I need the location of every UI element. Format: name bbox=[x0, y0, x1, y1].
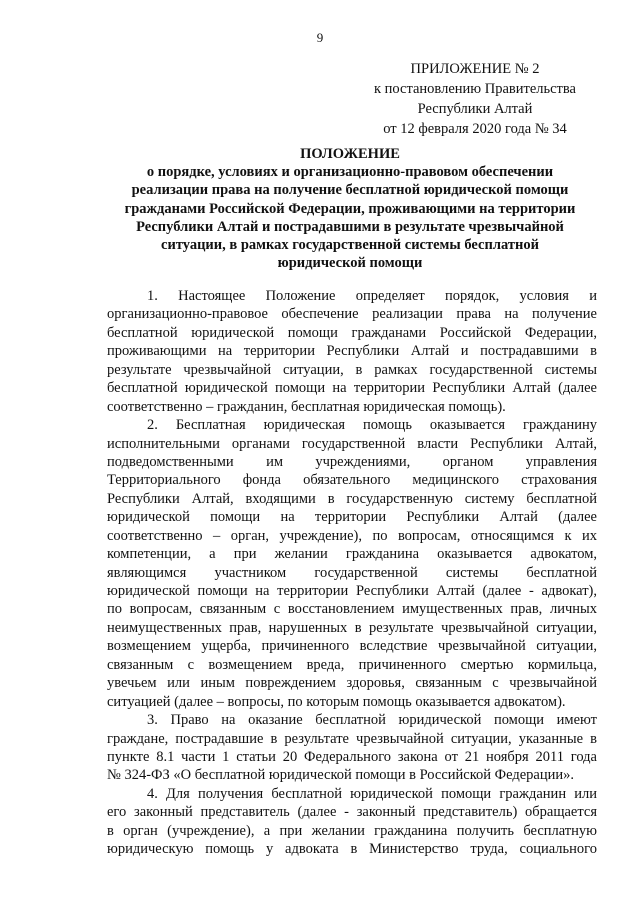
text-line: возмещением ущерба, причиненного вследствие чрезвычайной ситуации, bbox=[107, 638, 597, 655]
text-line: пункте 8.1 части 1 статьи 20 Федерального закона от 21 ноября 2011 года bbox=[107, 748, 597, 765]
text-line: юридическую помощь у адвоката в Министерство труда, социального bbox=[107, 841, 597, 858]
document-body bbox=[107, 287, 597, 859]
text-line: организационно-правовое обеспечение реализации права на получение bbox=[107, 306, 597, 323]
text-line: ситуацией (далее – вопросы, по которым помощь оказывается адвокатом). bbox=[107, 693, 566, 710]
text-line: увечьем или иным повреждением здоровья, связанным с чрезвычайной bbox=[107, 675, 597, 692]
paragraph-1 bbox=[107, 287, 597, 416]
text-line: являющимся участником государственной системы бесплатной bbox=[107, 564, 597, 581]
document-title bbox=[100, 145, 600, 272]
document-subtitle-line: о порядке, условиях и организационно-правовом обеспечении bbox=[146, 164, 554, 181]
document-subtitle-line: юридической помощи bbox=[277, 255, 423, 272]
text-line: 2. Бесплатная юридическая помощь оказывается гражданину bbox=[147, 417, 597, 434]
document-subtitle-line: ситуации, в рамках государственной системы бесплатной bbox=[161, 237, 539, 254]
text-line: проживающими на территории Республики Алтай и пострадавшими в bbox=[107, 343, 597, 360]
text-line: Территориального фонда обязательного медицинского страхования bbox=[107, 472, 597, 489]
paragraph-2 bbox=[107, 416, 597, 711]
document-subtitle-line: Республики Алтай и пострадавшими в результате чрезвычайной bbox=[136, 218, 564, 235]
paragraph-4 bbox=[107, 785, 597, 859]
text-line: Республики Алтай, входящими в государственную систему бесплатной bbox=[107, 490, 597, 507]
appendix-title: ПРИЛОЖЕНИЕ № 2 bbox=[410, 61, 540, 77]
text-line: его законный представитель (далее - законный представитель) обращается bbox=[107, 804, 597, 821]
text-line: 4. Для получения бесплатной юридической помощи гражданин или bbox=[147, 785, 597, 802]
text-line: по вопросам, связанным с восстановлением имущественных прав, личных bbox=[107, 601, 597, 618]
appendix-block bbox=[360, 59, 590, 139]
document-subtitle-line: гражданами Российской Федерации, проживающими на территории bbox=[124, 200, 576, 217]
text-line: № 324-ФЗ «О бесплатной юридической помощи в Российской Федерации». bbox=[107, 767, 575, 784]
appendix-line: Республики Алтай bbox=[417, 101, 533, 117]
text-line: подведомственными им учреждениями, органом управления bbox=[107, 453, 597, 470]
text-line: бесплатной юридической помощи гражданами Российской Федерации, bbox=[107, 324, 597, 341]
text-line: соответственно – орган, учреждение), по вопросам, относящимся к их bbox=[107, 527, 597, 544]
text-line: граждане, пострадавшие в результате чрезвычайной ситуации, указанные в bbox=[107, 730, 597, 747]
text-line: компетенции, а при желании гражданина оказывается адвокатом, bbox=[107, 546, 597, 563]
text-line: бесплатной юридической помощи на территории Республики Алтай (далее bbox=[107, 380, 597, 397]
text-line: юридической помощи на территории Республики Алтай (далее bbox=[107, 509, 597, 526]
text-line: 1. Настоящее Положение определяет порядок, условия и bbox=[147, 288, 597, 304]
document-heading: ПОЛОЖЕНИЕ bbox=[300, 146, 400, 162]
text-line: юридической помощи на территории Республики Алтай (далее - адвокат), bbox=[107, 583, 597, 599]
paragraph-3 bbox=[107, 711, 597, 785]
text-line: 3. Право на оказание бесплатной юридической помощи имеют bbox=[147, 712, 597, 729]
document-subtitle-line: реализации права на получение бесплатной юридической помощи bbox=[131, 182, 569, 199]
appendix-line: к постановлению Правительства bbox=[374, 81, 576, 97]
page-number: 9 bbox=[316, 30, 324, 45]
text-line: связанным с возмещением вреда, причиненного смертью кормильца, bbox=[107, 656, 597, 673]
text-line: результате чрезвычайной ситуации, в рамках государственной системы bbox=[107, 361, 597, 378]
text-line: неимущественных прав, нарушенных в результате чрезвычайной ситуации, bbox=[107, 619, 597, 636]
text-line: соответственно – гражданин, бесплатная юридическая помощь). bbox=[107, 398, 506, 415]
appendix-line: от 12 февраля 2020 года № 34 bbox=[383, 121, 567, 137]
text-line: в орган (учреждение), а при желании гражданина получить бесплатную bbox=[107, 822, 597, 839]
text-line: исполнительными органами государственной власти Республики Алтай, bbox=[107, 435, 597, 452]
